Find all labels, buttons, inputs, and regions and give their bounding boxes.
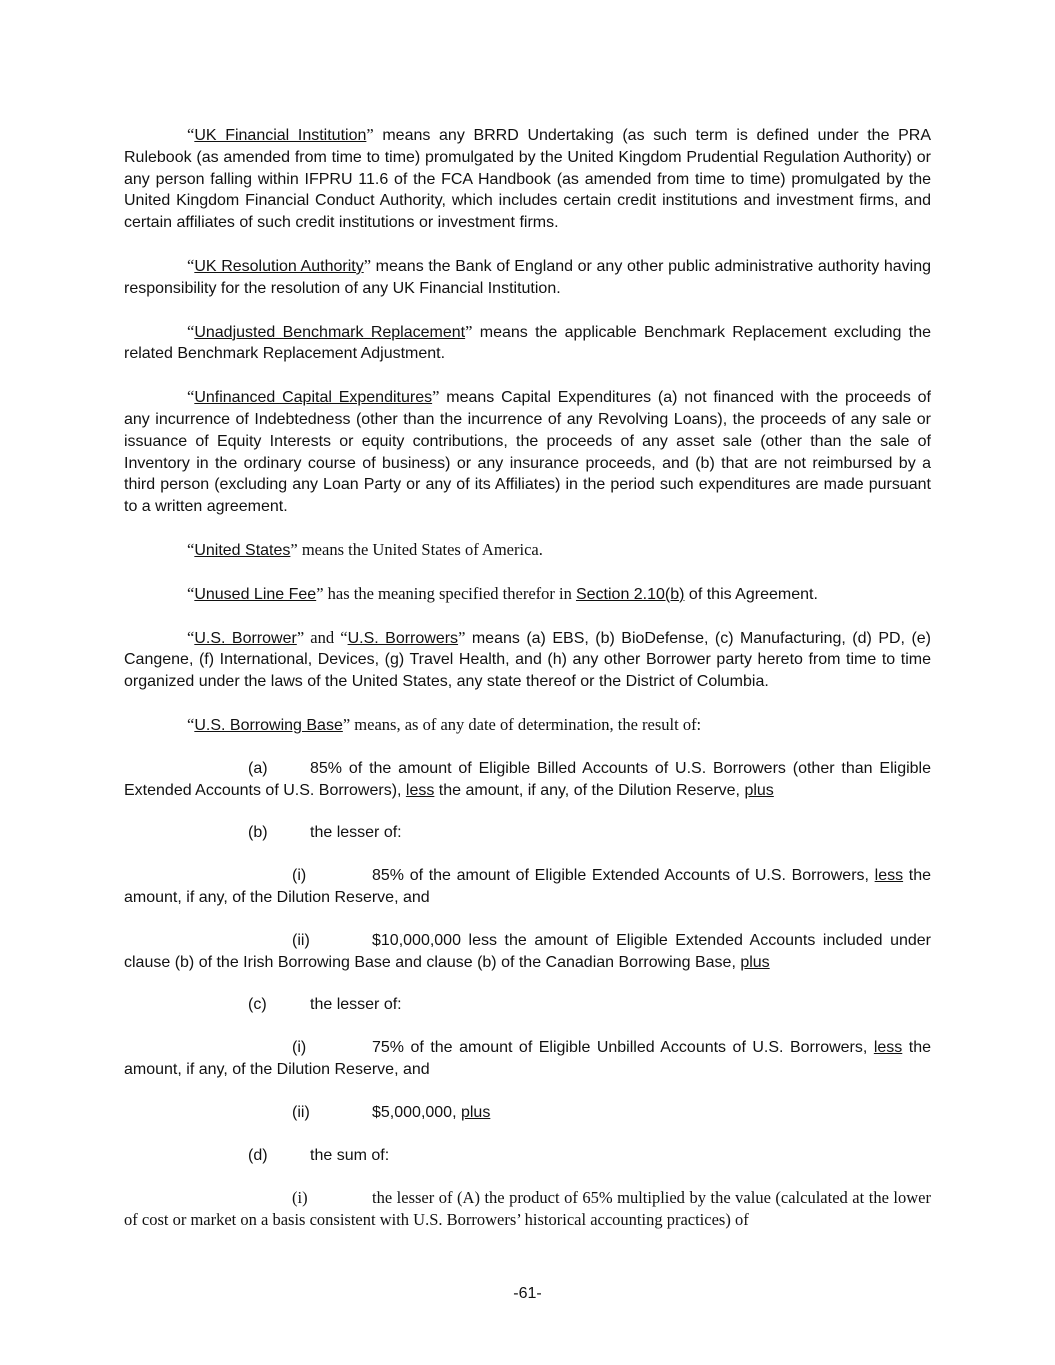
defined-term: Unadjusted Benchmark Replacement — [194, 323, 466, 341]
less-keyword: less — [874, 867, 904, 885]
plus-keyword: plus — [744, 781, 774, 799]
clause-b-ii: (ii) $10,000,000 less the amount of Eligible Extended Accounts included under clause (b) of the Irish Borrowing Base and clause (b) of the Canadian Borrowing Base, plus — [124, 931, 931, 971]
definition-unfinanced-capital-expenditures: “Unfinanced Capital Expenditures” means Capital Expenditures (a) not financed with the proceeds of any incurrence of Indebtedness (other than the incurrence of any Revolving Loans), the proceeds of any sale or issuance of Equity Interests or equity contributions, the proceeds of any asset sale (other than the sale of Inventory in the ordinary course of business) or any insurance proceeds, and (b) that are not reimbursed by a third person (excluding any Loan Party or any of its Affiliates) in the period such expenditures are made pursuant to a written agreement. — [124, 387, 931, 516]
defined-term: U.S. Borrowing Base — [194, 716, 343, 734]
definition-text: has the meaning specified therefor in — [323, 583, 576, 603]
clause-c-ii: (ii) $5,000,000, plus — [124, 1102, 931, 1124]
clause-a: (a) 85% of the amount of Eligible Billed Accounts of U.S. Borrowers (other than Eligible Extended Accounts of U.S. Borrowers), less the amount, if any, of the Dilution Reserve, plus — [124, 759, 931, 799]
definition-uk-financial-institution: “UK Financial Institution” means any BRRD Undertaking (as such term is defined under the PRA Rulebook (as amended from time to time) promulgated by the United Kingdom Prudential Regulation Authority) or any person falling within IFPRU 11.6 of the FCA Handbook (as amended from time to time) promulgated by the United Kingdom Financial Conduct Authority, which includes certain credit institutions and investment firms, and certain affiliates of such credit institutions or investment firms. — [124, 125, 932, 232]
definition-us-borrowing-base: “U.S. Borrowing Base” means, as of any date of determination, the result of: — [187, 714, 702, 734]
defined-term-2: U.S. Borrowers — [347, 629, 459, 647]
plus-keyword: plus — [460, 1103, 491, 1121]
clause-d: (d) the sum of: — [124, 1145, 931, 1167]
section-reference-link[interactable]: Section 2.10(b) — [575, 585, 685, 603]
definition-text: means (a) EBS, (b) BioDefense, (c) Manufacturing, (d) PD, (e) Cangene, (f) International, Devices, (g) Travel Health, and (h) any other Borrower party hereto from time to time organized under the laws of the United States, any state thereof or the District of Columbia. — [124, 629, 932, 691]
clause-label: (a) — [248, 759, 268, 777]
clause-b-i: (i) 85% of the amount of Eligible Extended Accounts of U.S. Borrowers, less the amount, if any, of the Dilution Reserve, and — [124, 867, 932, 906]
definition-text-tail: of this Agreement. — [684, 585, 818, 603]
definition-text: means Capital Expenditures (a) not financed with the proceeds of any incurrence of Indebtedness (other than the incurrence of any Revolving Loans), the proceeds of any sale or issuance of Equity Interests or equity contributions, the proceeds of any asset sale (other than the sale of Inventory in the ordinary course of business) or any insurance proceeds, and (b) that are not reimbursed by a third person (excluding any Loan Party or any of its Affiliates) in the period such expenditures are made pursuant to a written agreement. — [124, 389, 931, 516]
subclause-label: (ii) — [292, 931, 310, 949]
subclause-label: (i) — [292, 1039, 307, 1057]
subclause-label: (i) — [292, 867, 307, 885]
subclause-label: (ii) — [292, 1103, 310, 1121]
defined-term: U.S. Borrower — [194, 629, 297, 647]
definition-united-states: “United States” means the United States of America. — [187, 539, 543, 559]
defined-term: UK Resolution Authority — [194, 257, 364, 275]
definition-text: means any BRRD Undertaking (as such term is defined under the PRA Rulebook (as amended from time to time) promulgated by the United Kingdom Prudential Regulation Authority) or any person falling within IFPRU 11.6 of the FCA Handbook (as amended from time to time) promulgated by the United Kingdom Financial Conduct Authority, which includes certain credit institutions and investment firms, and certain affiliates of such credit institutions or investment firms. — [124, 127, 932, 232]
clause-d-i: (i) the lesser of (A) the product of 65% multiplied by the value (calculated at the lower of cost or market on a basis consistent with U.S. Borrowers’ historical accounting practices) of — [124, 1188, 931, 1230]
clause-b: (b) the lesser of: — [124, 822, 931, 844]
definition-text: means, as of any date of determination, the result of: — [350, 714, 702, 734]
defined-term: Unused Line Fee — [194, 585, 317, 603]
definition-text: means the Bank of England or any other public administrative authority having responsibility for the resolution of any UK Financial Institution. — [124, 257, 932, 297]
clause-label: (d) — [248, 1146, 268, 1164]
defined-term: UK Financial Institution — [194, 127, 367, 144]
clause-c-i: (i) 75% of the amount of Eligible Unbilled Accounts of U.S. Borrowers, less the amount, if any, of the Dilution Reserve, and — [124, 1039, 932, 1078]
subclause-label: (i) — [292, 1188, 308, 1208]
definition-uk-resolution-authority: “UK Resolution Authority” means the Bank of England or any other public administrative authority having responsibility for the resolution of any UK Financial Institution. — [124, 255, 932, 297]
plus-keyword: plus — [740, 953, 770, 971]
clause-c: (c) the lesser of: — [124, 994, 931, 1016]
less-keyword: less — [873, 1039, 903, 1057]
definition-unadjusted-benchmark-replacement: “Unadjusted Benchmark Replacement” means the applicable Benchmark Replacement excluding the related Benchmark Replacement Adjustment. — [124, 321, 932, 363]
defined-term: United States — [194, 541, 291, 559]
page-number: -61- — [513, 1285, 542, 1302]
document-body — [124, 124, 931, 1252]
clause-label: (c) — [248, 996, 267, 1014]
definition-unused-line-fee: “Unused Line Fee” has the meaning specified therefor in Section 2.10(b) of this Agreement. — [187, 583, 818, 603]
definition-us-borrower: “U.S. Borrower” and “U.S. Borrowers” means (a) EBS, (b) BioDefense, (c) Manufacturing, (d) PD, (e) Cangene, (f) International, Devices, (g) Travel Health, and (h) any other Borrower party hereto from time to time organized under the laws of the United States, any state thereof or the District of Columbia. — [124, 627, 932, 691]
definition-text: means the applicable Benchmark Replacement excluding the related Benchmark Replacement Adjustment. — [124, 323, 932, 363]
defined-term: Unfinanced Capital Expenditures — [194, 389, 433, 407]
less-keyword: less — [405, 781, 435, 799]
definition-text: means the United States of America. — [297, 539, 543, 559]
clause-label: (b) — [248, 824, 268, 842]
